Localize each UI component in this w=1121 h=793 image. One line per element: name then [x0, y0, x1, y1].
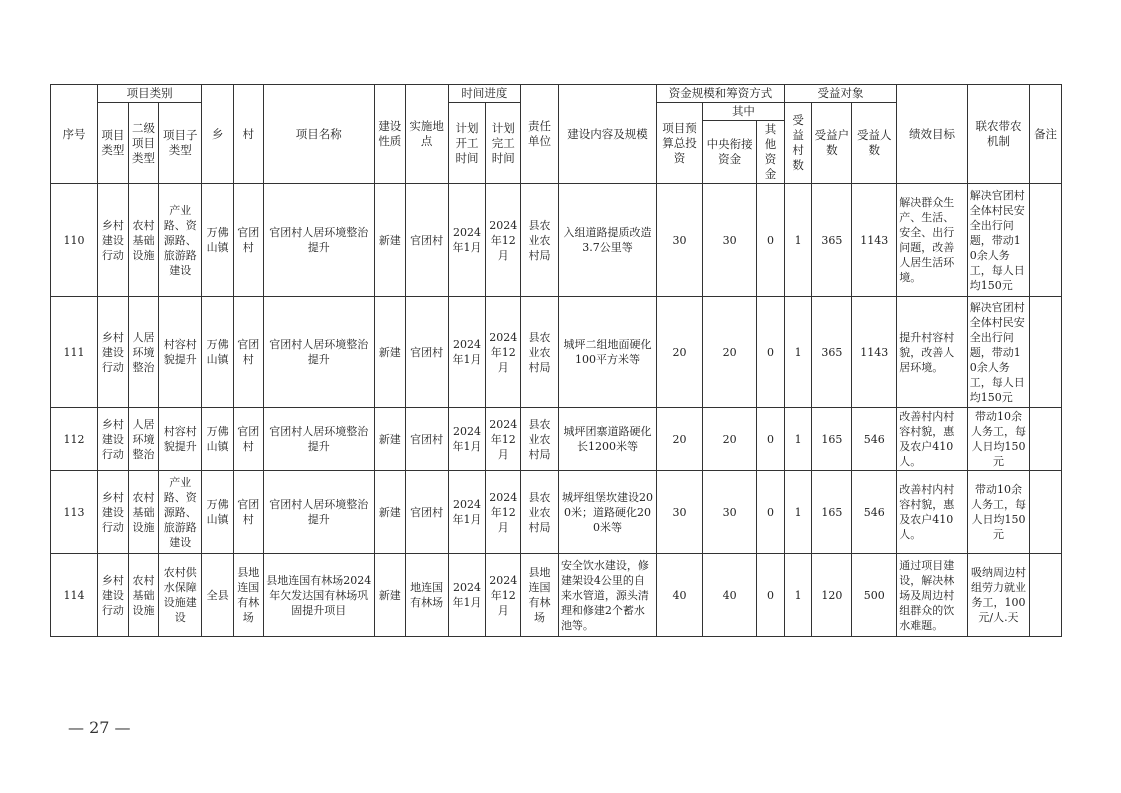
cell-project-type: 乡村建设行动: [98, 408, 129, 471]
cell-seq: 110: [51, 184, 98, 297]
cell-build-nature: 新建: [374, 297, 405, 408]
cell-seq: 112: [51, 408, 98, 471]
cell-mechanism: 解决官团村全体村民安全出行问题，带动10余人务工，每人日均150元: [967, 297, 1029, 408]
cell-central-fund: 20: [703, 408, 757, 471]
cell-village: 县地连国有林场: [233, 554, 263, 637]
header-project-type: 项目类型: [98, 103, 129, 184]
header-goal: 绩效目标: [897, 85, 968, 184]
header-township: 乡: [202, 85, 234, 184]
cell-content: 城坪组堡坎建设200米；道路硬化200米等: [558, 471, 656, 554]
cell-sub-type: 村容村貌提升: [159, 408, 202, 471]
cell-build-nature: 新建: [374, 408, 405, 471]
cell-mechanism: 带动10余人务工，每人日均150元: [967, 471, 1029, 554]
cell-secondary-type: 农村基础设施: [128, 184, 159, 297]
cell-project-type: 乡村建设行动: [98, 184, 129, 297]
cell-benefit-people: 500: [852, 554, 897, 637]
cell-mechanism: 解决官团村全体村民安全出行问题，带动10余人务工，每人日均150元: [967, 184, 1029, 297]
cell-goal: 提升村容村貌，改善人居环境。: [897, 297, 968, 408]
table-body: [51, 184, 1062, 637]
header-benefit-people: 受益人数: [852, 103, 897, 184]
cell-plan-end: 2024年12月: [486, 184, 521, 297]
cell-plan-end: 2024年12月: [486, 554, 521, 637]
cell-benefit-people: 1143: [852, 297, 897, 408]
header-location: 实施地点: [405, 85, 448, 184]
cell-project-name: 官团村人居环境整治提升: [263, 408, 374, 471]
cell-benefit-households: 165: [812, 471, 852, 554]
table-row: [51, 471, 1062, 554]
cell-mechanism: 吸纳周边村组劳力就业务工，100元/人.天: [967, 554, 1029, 637]
cell-location: 地连国有林场: [405, 554, 448, 637]
cell-goal: 解决群众生产、生活、安全、出行问题，改善人居生活环境。: [897, 184, 968, 297]
cell-benefit-villages: 1: [784, 471, 812, 554]
cell-mechanism: 带动10余人务工，每人日均150元: [967, 408, 1029, 471]
cell-remarks: [1030, 184, 1062, 297]
cell-secondary-type: 人居环境整治: [128, 408, 159, 471]
header-other-fund: 其他资金: [757, 121, 785, 184]
cell-responsible: 县农业农村局: [521, 408, 559, 471]
table-row: [51, 554, 1062, 637]
cell-budget-total: 40: [657, 554, 703, 637]
cell-other-fund: 0: [757, 471, 785, 554]
cell-remarks: [1030, 554, 1062, 637]
cell-benefit-households: 120: [812, 554, 852, 637]
header-central-fund: 中央衔接资金: [703, 121, 757, 184]
header-mechanism: 联农带农机制: [967, 85, 1029, 184]
cell-village: 官团村: [233, 297, 263, 408]
cell-benefit-villages: 1: [784, 184, 812, 297]
cell-content: 城坪二组地面硬化100平方米等: [558, 297, 656, 408]
page-number: — 27 —: [68, 718, 131, 737]
cell-remarks: [1030, 408, 1062, 471]
cell-other-fund: 0: [757, 184, 785, 297]
cell-benefit-villages: 1: [784, 297, 812, 408]
cell-sub-type: 产业路、资源路、旅游路建设: [159, 184, 202, 297]
header-remarks: 备注: [1030, 85, 1062, 184]
cell-seq: 111: [51, 297, 98, 408]
cell-benefit-households: 365: [812, 297, 852, 408]
cell-location: 官团村: [405, 408, 448, 471]
cell-benefit-people: 546: [852, 408, 897, 471]
cell-budget-total: 30: [657, 471, 703, 554]
cell-budget-total: 30: [657, 184, 703, 297]
header-benefit-households: 受益户数: [812, 103, 852, 184]
header-budget-total: 项目预算总投资: [657, 103, 703, 184]
header-seq: 序号: [51, 85, 98, 184]
cell-goal: 改善村内村容村貌，惠及农户410人。: [897, 408, 968, 471]
table-header: [51, 85, 1062, 184]
cell-other-fund: 0: [757, 554, 785, 637]
cell-project-name: 官团村人居环境整治提升: [263, 184, 374, 297]
cell-benefit-people: 1143: [852, 184, 897, 297]
cell-remarks: [1030, 471, 1062, 554]
header-plan-end: 计划完工时间: [486, 103, 521, 184]
table-row: [51, 297, 1062, 408]
cell-build-nature: 新建: [374, 554, 405, 637]
cell-benefit-villages: 1: [784, 554, 812, 637]
cell-plan-start: 2024年1月: [448, 554, 486, 637]
cell-seq: 114: [51, 554, 98, 637]
cell-township: 万佛山镇: [202, 471, 234, 554]
cell-project-name: 官团村人居环境整治提升: [263, 297, 374, 408]
cell-budget-total: 20: [657, 408, 703, 471]
header-of-which: 其中: [703, 103, 785, 121]
cell-central-fund: 30: [703, 184, 757, 297]
cell-plan-end: 2024年12月: [486, 408, 521, 471]
cell-location: 官团村: [405, 297, 448, 408]
cell-project-name: 县地连国有林场2024年欠发达国有林场巩固提升项目: [263, 554, 374, 637]
cell-plan-start: 2024年1月: [448, 408, 486, 471]
header-beneficiary-group: 受益对象: [784, 85, 896, 103]
cell-secondary-type: 人居环境整治: [128, 297, 159, 408]
header-sub-type: 项目子类型: [159, 103, 202, 184]
cell-plan-start: 2024年1月: [448, 471, 486, 554]
header-plan-start: 计划开工时间: [448, 103, 486, 184]
header-build-nature: 建设性质: [374, 85, 405, 184]
header-fund-group: 资金规模和筹资方式: [657, 85, 785, 103]
cell-responsible: 县农业农村局: [521, 297, 559, 408]
cell-other-fund: 0: [757, 408, 785, 471]
cell-remarks: [1030, 297, 1062, 408]
cell-township: 万佛山镇: [202, 297, 234, 408]
cell-village: 官团村: [233, 471, 263, 554]
cell-budget-total: 20: [657, 297, 703, 408]
cell-benefit-people: 546: [852, 471, 897, 554]
project-table: [50, 84, 1062, 637]
cell-project-name: 官团村人居环境整治提升: [263, 471, 374, 554]
cell-central-fund: 30: [703, 471, 757, 554]
header-time-group: 时间进度: [448, 85, 521, 103]
cell-project-type: 乡村建设行动: [98, 297, 129, 408]
cell-benefit-households: 365: [812, 184, 852, 297]
cell-village: 官团村: [233, 408, 263, 471]
cell-plan-end: 2024年12月: [486, 471, 521, 554]
cell-content: 城坪团寨道路硬化长1200米等: [558, 408, 656, 471]
cell-other-fund: 0: [757, 297, 785, 408]
cell-responsible: 县农业农村局: [521, 471, 559, 554]
cell-village: 官团村: [233, 184, 263, 297]
cell-central-fund: 40: [703, 554, 757, 637]
cell-content: 入组道路提质改造3.7公里等: [558, 184, 656, 297]
cell-township: 万佛山镇: [202, 408, 234, 471]
cell-responsible: 县地连国有林场: [521, 554, 559, 637]
cell-goal: 通过项目建设，解决林场及周边村组群众的饮水难题。: [897, 554, 968, 637]
project-table-sheet: [50, 84, 1062, 637]
cell-project-type: 乡村建设行动: [98, 554, 129, 637]
cell-build-nature: 新建: [374, 471, 405, 554]
cell-benefit-villages: 1: [784, 408, 812, 471]
header-category-group: 项目类别: [98, 85, 202, 103]
cell-secondary-type: 农村基础设施: [128, 554, 159, 637]
header-content: 建设内容及规模: [558, 85, 656, 184]
cell-goal: 改善村内村容村貌，惠及农户410人。: [897, 471, 968, 554]
cell-plan-start: 2024年1月: [448, 184, 486, 297]
cell-project-type: 乡村建设行动: [98, 471, 129, 554]
cell-plan-start: 2024年1月: [448, 297, 486, 408]
cell-responsible: 县农业农村局: [521, 184, 559, 297]
cell-plan-end: 2024年12月: [486, 297, 521, 408]
cell-sub-type: 农村供水保障设施建设: [159, 554, 202, 637]
cell-township: 全县: [202, 554, 234, 637]
cell-sub-type: 产业路、资源路、旅游路建设: [159, 471, 202, 554]
header-village: 村: [233, 85, 263, 184]
header-responsible: 责任单位: [521, 85, 559, 184]
header-secondary-type: 二级项目类型: [128, 103, 159, 184]
cell-central-fund: 20: [703, 297, 757, 408]
cell-seq: 113: [51, 471, 98, 554]
cell-location: 官团村: [405, 471, 448, 554]
cell-content: 安全饮水建设，修建架设4公里的自来水管道，源头清理和修建2个蓄水池等。: [558, 554, 656, 637]
cell-sub-type: 村容村貌提升: [159, 297, 202, 408]
header-project-name: 项目名称: [263, 85, 374, 184]
cell-township: 万佛山镇: [202, 184, 234, 297]
cell-secondary-type: 农村基础设施: [128, 471, 159, 554]
cell-build-nature: 新建: [374, 184, 405, 297]
cell-benefit-households: 165: [812, 408, 852, 471]
table-row: [51, 408, 1062, 471]
header-benefit-villages: 受益村数: [784, 103, 812, 184]
table-row: [51, 184, 1062, 297]
cell-location: 官团村: [405, 184, 448, 297]
